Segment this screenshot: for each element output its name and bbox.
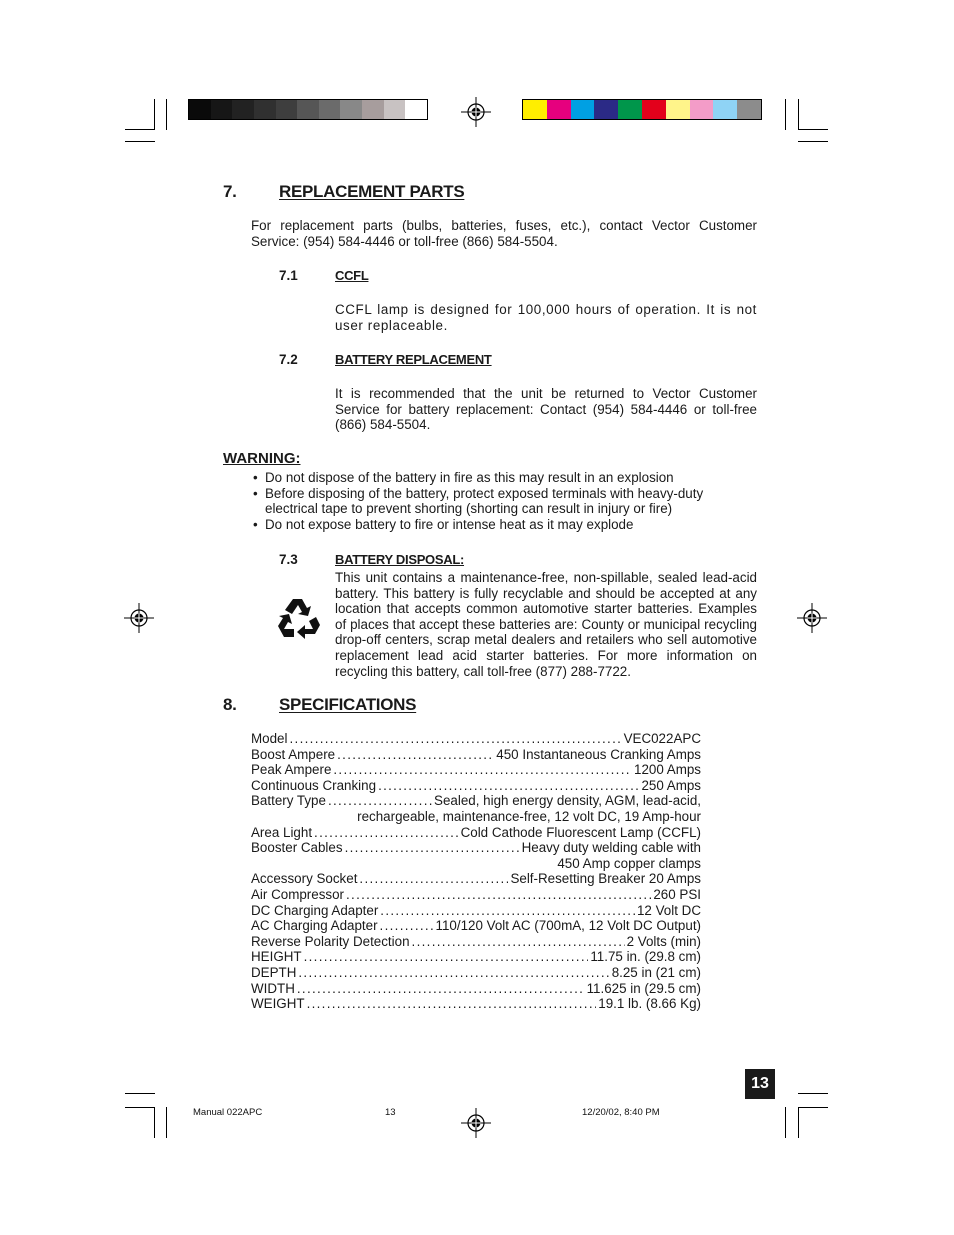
section-7-number: 7. (223, 182, 237, 201)
crop-mark (798, 1093, 828, 1094)
color-swatch (737, 100, 761, 119)
crop-mark (798, 99, 799, 130)
spec-leader-dots (304, 949, 589, 965)
spec-row (251, 918, 701, 934)
registration-target-icon (124, 603, 154, 633)
crop-mark (154, 99, 155, 130)
subsection-7-1-number: 7.1 (279, 268, 298, 283)
spec-label: Peak Ampere (251, 762, 332, 778)
spec-value: 11.625 in (29.5 cm) (586, 980, 701, 996)
color-swatch (666, 100, 690, 119)
spec-row (251, 871, 701, 887)
spec-leader-dots (359, 871, 508, 887)
spec-leader-dots (289, 731, 621, 747)
spec-value: 110/120 Volt AC (700mA, 12 Volt DC Output) (435, 918, 701, 934)
subsection-7-3-title: BATTERY DISPOSAL: (335, 552, 465, 567)
spec-label: Area Light (251, 824, 313, 840)
spec-label: Reverse Polarity Detection (251, 933, 410, 949)
crop-mark (166, 1107, 167, 1138)
section-8-number: 8. (223, 695, 237, 714)
spec-leader-dots (380, 903, 635, 919)
color-swatch (384, 100, 406, 119)
color-swatch (211, 100, 233, 119)
color-swatch (690, 100, 714, 119)
subsection-7-3-number: 7.3 (279, 552, 298, 567)
specifications-table (251, 731, 701, 1012)
crop-mark (798, 1107, 828, 1108)
spec-label: WEIGHT (251, 996, 305, 1012)
spec-row (251, 778, 701, 794)
warning-list (251, 470, 757, 532)
color-swatch (189, 100, 211, 119)
color-swatch (276, 100, 298, 119)
spec-leader-dots (378, 778, 639, 794)
spec-label: HEIGHT (251, 949, 302, 965)
registration-target-icon (461, 97, 491, 127)
crop-mark (798, 141, 828, 142)
color-swatch (523, 100, 547, 119)
spec-row (251, 793, 701, 809)
spec-label: Battery Type (251, 793, 326, 809)
color-swatch (362, 100, 384, 119)
warning-item: • Do not expose battery to fire or intense heat as it may explode (251, 517, 757, 533)
color-swatch (319, 100, 341, 119)
warning-item: • Before disposing of the battery, protect exposed terminals with heavy-duty electrical tape to prevent shorting (shorting can result in injury or fire) (251, 486, 757, 517)
spec-label: Continuous Cranking (251, 777, 377, 793)
spec-leader-dots (298, 965, 609, 981)
spec-leader-dots (314, 825, 459, 841)
spec-label: Boost Ampere (251, 746, 336, 762)
color-swatch (713, 100, 737, 119)
spec-label: Model (251, 731, 288, 746)
spec-value: 19.1 lb. (8.66 Kg) (598, 996, 701, 1012)
spec-row (251, 903, 701, 919)
crop-mark (785, 99, 786, 130)
spec-label: WIDTH (251, 980, 295, 996)
spec-row (251, 949, 701, 965)
color-swatch (297, 100, 319, 119)
spec-leader-dots (337, 747, 494, 763)
spec-leader-dots (307, 996, 597, 1012)
crop-mark (125, 1093, 155, 1094)
spec-leader-dots (346, 887, 651, 903)
spec-label: Booster Cables (251, 840, 343, 856)
registration-target-icon (797, 603, 827, 633)
subsection-7-2-title: BATTERY REPLACEMENT (335, 352, 492, 367)
color-calibration-bar (522, 99, 762, 120)
spec-value: 8.25 in (21 cm) (611, 964, 701, 980)
spec-value: 12 Volt DC (636, 902, 701, 918)
spec-value: Sealed, high energy density, AGM, lead-acid, (434, 793, 701, 809)
subsection-7-1-text: CCFL lamp is designed for 100,000 hours of operation. It is not user replaceable. (335, 302, 757, 333)
spec-value-continued: 450 Amp copper clamps (557, 855, 701, 871)
spec-row (251, 825, 701, 841)
spec-leader-dots (297, 981, 585, 997)
spec-row (251, 840, 701, 856)
subsection-7-2-text: It is recommended that the unit be returned to Vector Customer Service for battery replacement: Contact (954) 584-4446 or toll-free (866) 584-5504. (335, 386, 757, 433)
spec-value: 1200 Amps (634, 762, 701, 778)
page-number: 13 (745, 1069, 775, 1099)
crop-mark (798, 129, 828, 130)
color-swatch (254, 100, 276, 119)
crop-mark (154, 1107, 155, 1138)
color-swatch (405, 100, 427, 119)
spec-leader-dots (345, 840, 520, 856)
warning-item: • Do not dispose of the battery in fire as this may result in an explosion (251, 470, 757, 486)
spec-value: Cold Cathode Fluorescent Lamp (CCFL) (460, 824, 701, 840)
grayscale-calibration-bar (188, 99, 428, 120)
section-7-intro: For replacement parts (bulbs, batteries, fuses, etc.), contact Vector Customer Service: (954) 584-4446 or toll-free (866) 584-5504. (251, 218, 757, 249)
spec-value: 11.75 in. (29.8 cm) (590, 949, 701, 965)
warning-title: WARNING: (223, 450, 301, 467)
section-8-title: SPECIFICATIONS (279, 695, 417, 714)
recycle-icon (276, 595, 322, 641)
spec-value: Self-Resetting Breaker 20 Amps (510, 871, 701, 887)
section-7-title: REPLACEMENT PARTS (279, 182, 465, 201)
color-swatch (232, 100, 254, 119)
spec-row (251, 731, 701, 747)
subsection-7-2-number: 7.2 (279, 352, 298, 367)
color-swatch (618, 100, 642, 119)
spec-leader-dots (380, 918, 434, 934)
color-swatch (642, 100, 666, 119)
spec-value: 260 PSI (653, 886, 701, 902)
spec-label: Accessory Socket (251, 871, 358, 887)
slug-timestamp: 12/20/02, 8:40 PM (582, 1107, 660, 1118)
spec-row (251, 934, 701, 950)
color-swatch (340, 100, 362, 119)
crop-mark (125, 141, 155, 142)
spec-row (251, 981, 701, 997)
crop-mark (798, 1107, 799, 1138)
crop-mark (166, 99, 167, 130)
subsection-7-1-title: CCFL (335, 268, 369, 283)
spec-label: DC Charging Adapter (251, 902, 379, 918)
crop-mark (125, 1107, 155, 1108)
spec-leader-dots (328, 793, 432, 809)
slug-page: 13 (385, 1107, 396, 1118)
spec-value: 2 Volts (min) (626, 933, 701, 949)
slug-file-name: Manual 022APC (193, 1107, 263, 1118)
spec-value: Heavy duty welding cable with (521, 840, 701, 856)
spec-row (251, 762, 701, 778)
color-swatch (547, 100, 571, 119)
spec-row (251, 996, 701, 1012)
spec-row (251, 747, 701, 763)
crop-mark (785, 1107, 786, 1138)
spec-label: Air Compressor (251, 886, 345, 902)
crop-mark (125, 129, 155, 130)
color-swatch (571, 100, 595, 119)
spec-value: VEC022APC (623, 731, 701, 746)
spec-label: AC Charging Adapter (251, 918, 378, 934)
color-swatch (594, 100, 618, 119)
spec-row (251, 887, 701, 903)
spec-label: DEPTH (251, 964, 297, 980)
spec-leader-dots (333, 762, 632, 778)
spec-value: 450 Instantaneous Cranking Amps (496, 746, 701, 762)
subsection-7-3-text: This unit contains a maintenance-free, non-spillable, sealed lead-acid battery. This battery is fully recyclable and should be accepted at any location that accepts common automotive starter batteries. Examples of places that accept these batteries are: County or municipal recycling drop-off centers, scrap metal dealers and retailers who sell automotive replacement lead acid starter batteries. For more information on recycling this battery, call toll-free (877) 288-7722. (335, 570, 757, 679)
spec-value: 250 Amps (641, 777, 701, 793)
spec-row (251, 965, 701, 981)
registration-target-icon (461, 1108, 491, 1138)
spec-leader-dots (412, 934, 625, 950)
spec-value-continued: rechargeable, maintenance-free, 12 volt DC, 19 Amp-hour (357, 808, 701, 824)
